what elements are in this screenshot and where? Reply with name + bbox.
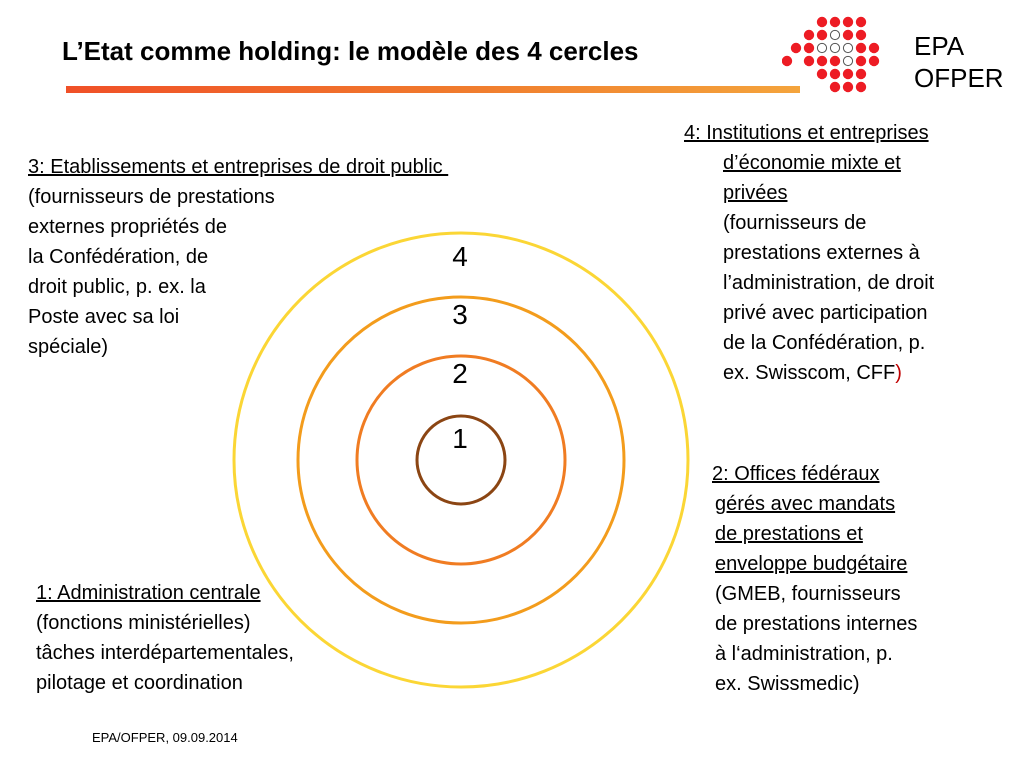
logo-dot-filled: [856, 82, 866, 92]
logo-dot-filled: [817, 30, 827, 40]
logo-dot-filled: [817, 69, 827, 79]
circle-3-description: [28, 152, 448, 362]
logo-dot-filled: [830, 69, 840, 79]
circle-3-body-line: externes propriétés de: [28, 216, 228, 238]
logo-dot-filled: [817, 17, 827, 27]
circle-4-body-line: ex. Swisscom, CFF: [723, 362, 896, 384]
logo-dot-filled: [869, 56, 879, 66]
logo-dot-filled: [869, 43, 879, 53]
circle-4-number: 4: [452, 241, 468, 272]
logo-dot-filled: [856, 69, 866, 79]
circle-1-body-line: pilotage et coordination: [36, 672, 243, 694]
circle-3-heading-line: 3: Etablissements et entreprises de droit public: [28, 156, 449, 178]
circle-4-heading-line: 4: Institutions et entreprises: [684, 122, 929, 144]
logo-dot-filled: [804, 56, 814, 66]
circle-3-body-line: droit public, p. ex. la: [28, 276, 206, 298]
logo-dot-filled: [830, 82, 840, 92]
circle-3-number: 3: [452, 299, 468, 330]
logo-dot-hollow: [843, 56, 852, 65]
logo-dot-hollow: [830, 30, 839, 39]
circle-3-body-line: spéciale): [28, 336, 109, 358]
circle-2-body-line: à l‘administration, p.: [715, 643, 893, 665]
circle-4-description: [684, 118, 934, 388]
logo-dot-filled: [830, 17, 840, 27]
circle-1-heading-line: 1: Administration centrale: [36, 582, 261, 604]
circle-1-body-line: tâches interdépartementales,: [36, 642, 294, 664]
logo-line-epa: EPA: [914, 31, 965, 61]
logo-dot-filled: [843, 82, 853, 92]
logo-dot-filled: [843, 17, 853, 27]
logo-dot-filled: [830, 56, 840, 66]
circle-2-heading-line: gérés avec mandats: [715, 493, 896, 515]
logo-dot-filled: [856, 43, 866, 53]
circle-2-heading-line: enveloppe budgétaire: [715, 553, 908, 575]
logo-text: [914, 30, 1004, 94]
circle-3-body-line: Poste avec sa loi: [28, 306, 180, 328]
circle-4-heading-line: d’économie mixte et: [723, 152, 901, 174]
slide-footer: EPA/OFPER, 09.09.2014: [92, 730, 238, 745]
circle-4-body-line: prestations externes à: [723, 242, 920, 264]
circle-2-heading-line: 2: Offices fédéraux: [712, 463, 880, 485]
circle-1-number: 1: [452, 423, 468, 454]
logo-dot-filled: [843, 69, 853, 79]
logo-dot-filled: [782, 56, 792, 66]
slide-title: L’Etat comme holding: le modèle des 4 cercles: [62, 36, 639, 66]
logo-line-ofper: OFPER: [914, 63, 1004, 93]
logo-dot-filled: [856, 17, 866, 27]
logo-dot-filled: [791, 43, 801, 53]
logo-dot-filled: [817, 56, 827, 66]
logo-dot-filled: [804, 30, 814, 40]
circle-4-closing-paren: ): [895, 362, 902, 384]
logo-dot-filled: [856, 56, 866, 66]
circle-4-body-line: de la Confédération, p.: [723, 332, 926, 354]
circle-4-heading-line: privées: [723, 182, 788, 204]
circle-1-description: [36, 578, 294, 698]
circle-3-body-line: la Confédération, de: [28, 246, 209, 268]
circle-2-heading-line: de prestations et: [715, 523, 863, 545]
logo-dot-hollow: [817, 43, 826, 52]
circle-2-body-line: (GMEB, fournisseurs: [715, 583, 901, 605]
circle-1-body-line: (fonctions ministérielles): [36, 612, 251, 634]
circle-2-description: [712, 459, 917, 699]
epa-logo-icon: [782, 10, 892, 100]
circle-4-body-line: (fournisseurs de: [723, 212, 867, 234]
circle-4-body-line: l’administration, de droit: [723, 272, 935, 294]
logo-dot-hollow: [843, 43, 852, 52]
circle-4-last-line: [723, 358, 934, 388]
logo-dot-filled: [804, 43, 814, 53]
circle-2-number: 2: [452, 358, 468, 389]
circle-2-body-line: de prestations internes: [715, 613, 918, 635]
circle-2-body-line: ex. Swissmedic): [715, 673, 860, 695]
circle-3-body-line: (fournisseurs de prestations: [28, 186, 275, 208]
logo-dot-filled: [843, 30, 853, 40]
title-underline: [66, 86, 800, 93]
circle-4-body-line: privé avec participation: [723, 302, 928, 324]
logo-dot-filled: [856, 30, 866, 40]
logo-dot-hollow: [830, 43, 839, 52]
